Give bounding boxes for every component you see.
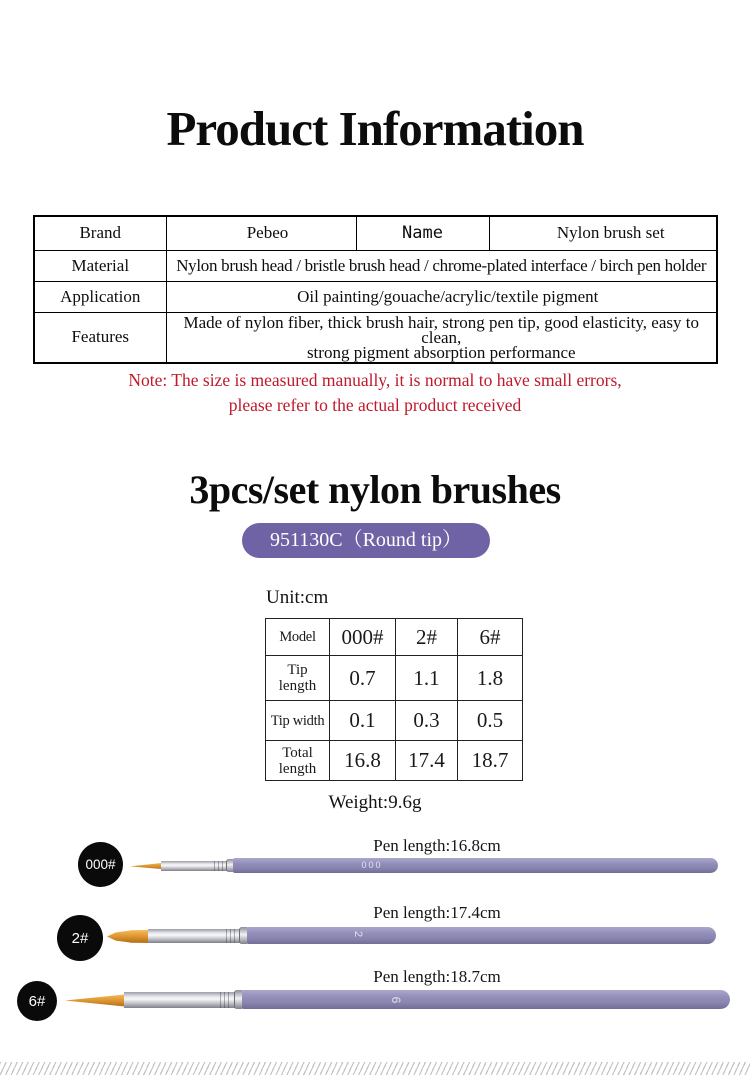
brand-label: Brand <box>34 216 166 250</box>
brush-handle-6 <box>242 990 730 1009</box>
note-line-2: please refer to the actual product received <box>228 395 522 415</box>
ferrule-rings-2 <box>226 929 237 943</box>
brush-tip-000 <box>130 862 164 870</box>
tip-width-label: Tip width <box>266 701 330 741</box>
brush-tip-6 <box>65 994 127 1007</box>
handle-mark-000: 000 <box>361 860 383 870</box>
table-row <box>34 312 717 363</box>
spec-header-000: 000# <box>330 619 396 656</box>
pen-length-label-2: Pen length:17.4cm <box>373 903 501 922</box>
unit-label: Unit:cm <box>266 587 329 608</box>
size-badge-000: 000# <box>78 842 123 887</box>
features-value <box>166 312 717 363</box>
name-value: Nylon brush set <box>489 216 717 250</box>
tip-width-2: 0.3 <box>396 701 458 741</box>
name-label: Name <box>356 216 489 250</box>
tip-width-000: 0.1 <box>330 701 396 741</box>
tip-length-6: 1.8 <box>458 656 523 701</box>
bottom-hatch-divider <box>0 1062 750 1075</box>
spec-table <box>265 618 523 781</box>
tip-length-2: 1.1 <box>396 656 458 701</box>
spec-header-row <box>266 619 523 656</box>
set-title: 3pcs/set nylon brushes <box>189 467 561 512</box>
brush-handle-000 <box>233 858 718 873</box>
size-badge-6: 6# <box>17 981 57 1021</box>
size-badge-2: 2# <box>57 915 103 961</box>
ferrule-rings-000 <box>214 861 224 871</box>
spec-header-6: 6# <box>458 619 523 656</box>
spec-row-tip-length <box>266 656 523 701</box>
material-value: Nylon brush head / bristle brush head / chrome-plated interface / birch pen holder <box>166 250 717 281</box>
table-row <box>34 250 717 281</box>
weight-label: Weight:9.6g <box>328 792 422 813</box>
spec-row-tip-width <box>266 701 523 741</box>
spec-header-2: 2# <box>396 619 458 656</box>
application-label: Application <box>34 281 166 312</box>
tip-length-000: 0.7 <box>330 656 396 701</box>
brush-handle-2 <box>247 927 716 944</box>
page-title: Product Information <box>166 101 584 156</box>
spec-row-total-length <box>266 741 523 781</box>
measurement-note <box>0 368 750 418</box>
total-length-label: Total length <box>266 741 330 781</box>
note-line-1: Note: The size is measured manually, it is normal to have small errors, <box>128 370 622 390</box>
brand-value: Pebeo <box>166 216 356 250</box>
tip-length-label: Tip length <box>266 656 330 701</box>
handle-mark-6: 6 <box>389 996 403 1004</box>
pen-length-label-000: Pen length:16.8cm <box>373 836 501 855</box>
total-length-6: 18.7 <box>458 741 523 781</box>
table-row <box>34 281 717 312</box>
table-row <box>34 216 717 250</box>
spec-header-model: Model <box>266 619 330 656</box>
pen-length-label-6: Pen length:18.7cm <box>373 967 501 986</box>
application-value: Oil painting/gouache/acrylic/textile pigment <box>166 281 717 312</box>
brush-tip-2 <box>107 930 151 943</box>
tip-width-6: 0.5 <box>458 701 523 741</box>
features-label: Features <box>34 312 166 363</box>
total-length-2: 17.4 <box>396 741 458 781</box>
model-badge: 951130C（Round tip） <box>242 523 490 558</box>
features-line-1: Made of nylon fiber, thick brush hair, strong pen tip, good elasticity, easy to clean, <box>183 312 699 347</box>
handle-mark-2: 2 <box>352 930 364 938</box>
ferrule-rings-6 <box>220 992 232 1008</box>
material-label: Material <box>34 250 166 281</box>
total-length-000: 16.8 <box>330 741 396 781</box>
product-info-table <box>33 215 718 364</box>
features-line-2: strong pigment absorption performance <box>306 342 576 362</box>
